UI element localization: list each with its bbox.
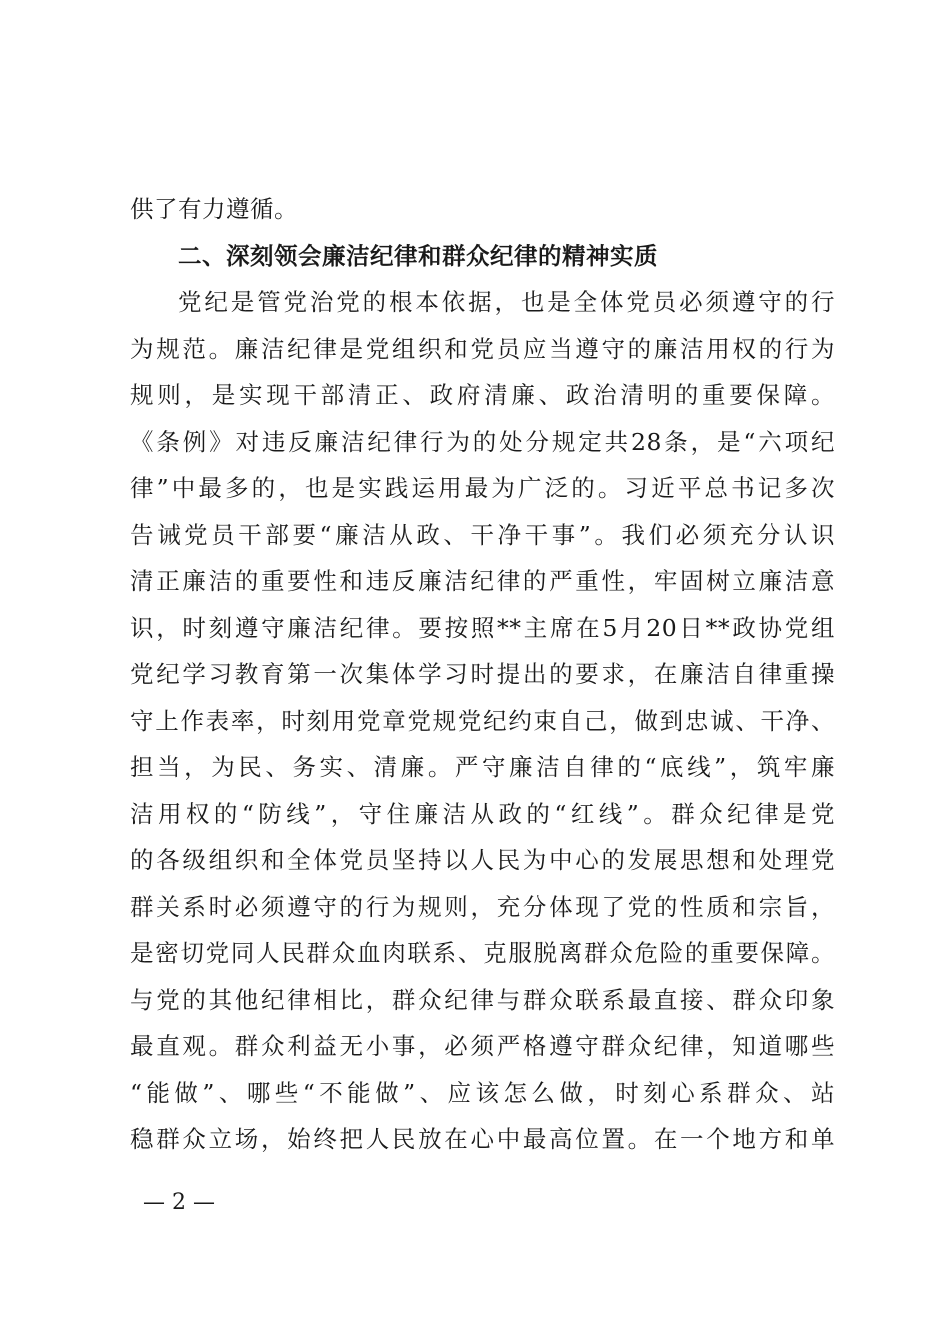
text-line: 担当，为民、务实、清廉。严守廉洁自律的“底线”，筑牢廉 <box>130 753 835 781</box>
text-line: 最直观。群众利益无小事，必须严格遵守群众纪律，知道哪些 <box>130 1032 835 1060</box>
text-line: 稳群众立场，始终把人民放在心中最高位置。在一个地方和单 <box>130 1125 835 1153</box>
text-line: 《条例》对违反廉洁纪律行为的处分规定共28条，是“六项纪 <box>130 427 835 456</box>
body-text <box>130 186 835 1163</box>
text-line: 清正廉洁的重要性和违反廉洁纪律的严重性，牢固树立廉洁意 <box>130 567 835 595</box>
section-heading: 二、深刻领会廉洁纪律和群众纪律的精神实质 <box>178 241 658 270</box>
text-line: 群关系时必须遵守的行为规则，充分体现了党的性质和宗旨， <box>130 892 835 921</box>
text-line: 律”中最多的，也是实践运用最为广泛的。习近平总书记多次 <box>130 474 835 502</box>
text-line: 守上作表率，时刻用党章党规党纪约束自己，做到忠诚、干净、 <box>130 706 835 735</box>
text-line: 与党的其他纪律相比，群众纪律与群众联系最直接、群众印象 <box>130 985 835 1014</box>
page-number: — 2 — <box>143 1190 215 1215</box>
text-line: 供了有力遵循。 <box>130 195 298 223</box>
text-line: 为规范。廉洁纪律是党组织和党员应当遵守的廉洁用权的行为 <box>130 334 835 363</box>
text-line: 告诫党员干部要“廉洁从政、干净干事”。我们必须充分认识 <box>130 520 835 549</box>
text-line: 是密切党同人民群众血肉联系、克服脱离群众危险的重要保障。 <box>130 939 835 967</box>
text-line: 洁用权的“防线”，守住廉洁从政的“红线”。群众纪律是党 <box>130 799 835 828</box>
text-line: 识，时刻遵守廉洁纪律。要按照**主席在5月20日**政协党组 <box>130 613 835 642</box>
text-line: 党纪学习教育第一次集体学习时提出的要求，在廉洁自律重操 <box>130 660 835 688</box>
text-line: 规则，是实现干部清正、政府清廉、政治清明的重要保障。 <box>130 381 835 409</box>
text-line: “能做”、哪些“不能做”、应该怎么做，时刻心系群众、站 <box>130 1078 835 1107</box>
text-line: 的各级组织和全体党员坚持以人民为中心的发展思想和处理党 <box>130 846 835 874</box>
text-line: 党纪是管党治党的根本依据，也是全体党员必须遵守的行 <box>178 288 835 316</box>
